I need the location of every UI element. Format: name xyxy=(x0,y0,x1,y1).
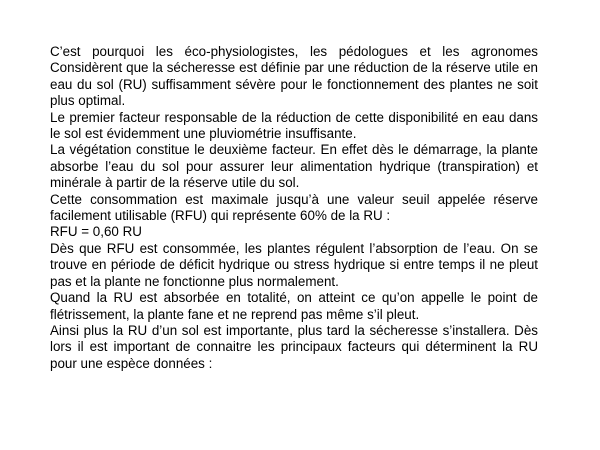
paragraph-wilting-point: Quand la RU est absorbée en totalité, on atteint ce qu’on appelle le point de flétrissement, la plante fane et ne reprend pas même s’il pleut. xyxy=(50,290,538,322)
paragraph-second-factor: La végétation constitue le deuxième facteur. En effet dès le démarrage, la plante absorbe l’eau du sol pour assurer leur alimentation hydrique (transpiration) et minérale à partir de la réserve utile du sol. xyxy=(50,142,538,191)
paragraph-conclusion: Ainsi plus la RU d’un sol est importante, plus tard la sécheresse s’installera. Dès lors il est important de connaitre les principaux facteurs qui déterminent la RU pour une espèce données : xyxy=(50,322,538,371)
paragraph-first-factor: Le premier facteur responsable de la réduction de cette disponibilité en eau dans le sol est évidemment une pluviométrie insuffisante. xyxy=(50,109,538,142)
formula-rfu: RFU = 0,60 RU xyxy=(50,224,142,240)
body-text xyxy=(50,44,538,372)
paragraph-rfu-definition: Cette consommation est maximale jusqu’à une valeur seuil appelée réserve facilement utilisable (RFU) qui représente 60% de la RU : xyxy=(50,191,538,224)
paragraph-water-deficit: Dès que RFU est consommée, les plantes régulent l’absorption de l’eau. On se trouve en période de déficit hydrique ou stress hydrique si entre temps il ne pleut pas et la plante ne fonctionne plus normalement. xyxy=(50,240,538,289)
paragraph-drought-definition: C’est pourquoi les éco-physiologistes, les pédologues et les agronomes Considèrent que la sécheresse est définie par une réduction de la réserve utile en eau du sol (RU) suffisamment sévère pour le fonctionnement des plantes ne soit plus optimal. xyxy=(50,44,538,109)
